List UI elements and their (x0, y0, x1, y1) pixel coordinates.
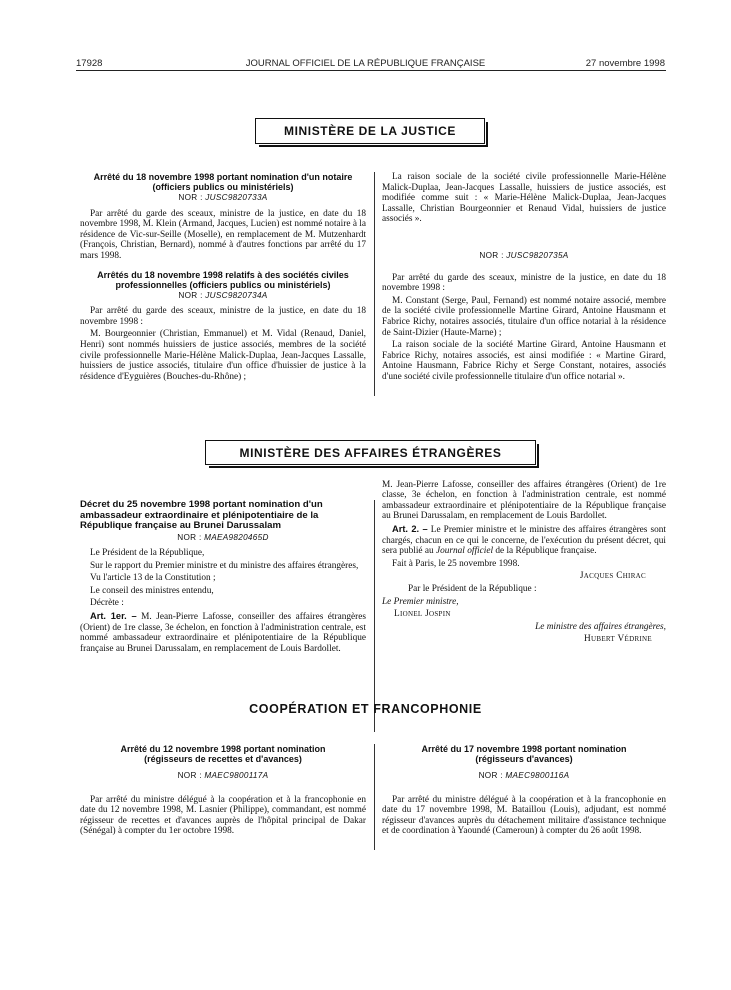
mae-left-column (80, 500, 366, 653)
paragraph: Par arrêté du ministre délégué à la coopération et à la francophonie en date du 17 novembre 1998, M. Bataillou (Louis), adjudant, est nommé régisseur d'avances auprès du détachement militaire d'assistance technique et de coordination à Yaoundé (Cameroun) à compter du 26 août 1998. (382, 794, 666, 837)
paragraph: Par arrêté du garde des sceaux, ministre de la justice, en date du 18 novembre 1998, M. Klein (Armand, Jacques, Lucien) est nommé notaire à la résidence de Vic-sur-Seille (Moselle), en remplacement de M. Mutzenhardt (François, Christian, Bernard), nommé à d'autres fonctions par arrêté du 17 mars 1998. (80, 208, 366, 261)
signature-president: Jacques Chirac (579, 571, 646, 582)
ministre-affaires-etrangeres-role: Le ministre des affaires étrangères, (535, 621, 666, 632)
decrete-label: Décrète : (90, 598, 124, 609)
paragraph: Vu l'article 13 de la Constitution ; (90, 573, 216, 584)
column-divider (374, 500, 375, 732)
cooperation-left-column (80, 744, 366, 839)
paragraph: Par arrêté du garde des sceaux, ministre de la justice, en date du 18 novembre 1998 : (80, 306, 366, 327)
section-heading-justice: MINISTÈRE DE LA JUSTICE (255, 118, 485, 144)
paragraph: Sur le rapport du Premier ministre et du ministre des affaires étrangères, (90, 560, 359, 571)
nor-reference: NOR : MAEA9820465D (177, 532, 269, 542)
cooperation-right-column (382, 744, 666, 839)
nor-reference: NOR : JUSC9820733A (178, 193, 268, 202)
paragraph: Par arrêté du ministre délégué à la coopération et à la francophonie en date du 12 novembre 1998, M. Lasnier (Philippe), commandant, est nommé régisseur de recettes et d'avances auprès de l'hôpital principal de Dakar (Sénégal) à compter du 1er octobre 1998. (80, 794, 366, 837)
par-le-president: Par le Président de la République : (408, 583, 537, 594)
paragraph: La raison sociale de la société Martine Girard, Antoine Hausmann et Fabrice Richy, notaires associés, est ainsi modifiée : « Martine Girard, Antoine Hausmann, Fabrice Richy et Serge Constant, notaires, associés d'une société civile professionnelle titulaire d'un office notarial ». (382, 340, 666, 382)
justice-left-column (80, 172, 366, 384)
nor-reference: NOR : MAEC9800116A (478, 771, 570, 780)
decret-title: Décret du 25 novembre 1998 portant nomination d'un ambassadeur extraordinaire et plénipotentiaire de la République française au Brunei Darussalam (80, 499, 323, 531)
journal-title: JOURNAL OFFICIEL DE LA RÉPUBLIQUE FRANÇAISE (245, 58, 486, 69)
fait-a-paris: Fait à Paris, le 25 novembre 1998. (392, 558, 520, 569)
article-label: Art. 1er. – (90, 611, 137, 622)
nor-reference: NOR : JUSC9820734A (178, 290, 268, 300)
header-rule (76, 70, 666, 71)
paragraph: M. Bourgeonnier (Christian, Emmanuel) et M. Vidal (Renaud, Daniel, Henri) sont nommés huissiers de justice associés, membres de la société civile professionnelle Marie-Hélène Malick-Duplaa, Jean-Jacques Lassalle, huissiers de justice associés, titulaire d'un office d'huissier de justice à la résidence d'Eyguières (Bouches-du-Rhône) ; (80, 329, 366, 382)
article-2: Art. 2. – Le Premier ministre et le ministre des affaires étrangères sont chargés, chacun en ce qui le concerne, de l'exécution du présent décret, qui sera publié au Journal officiel de la République française. (382, 524, 667, 557)
ministre-affaires-etrangeres-name: Hubert Védrine (584, 634, 652, 645)
column-divider (374, 744, 375, 850)
section-heading-cooperation: COOPÉRATION ET FRANCOPHONIE (249, 702, 482, 716)
article-1-continued: M. Jean-Pierre Lafosse, conseiller des affaires étrangères (Orient) de 1re classe, 3e échelon, en fonction à l'administration centrale, est nommé ambassadeur extraordinaire et plénipotentiaire de la République française au Brunei Darussalam, en remplacement de Louis Bardollet. (382, 479, 666, 522)
issue-date: 27 novembre 1998 (585, 58, 665, 69)
mae-right-column (382, 479, 667, 647)
paragraph: La raison sociale de la société civile professionnelle Marie-Hélène Malick-Duplaa, Jean-Jacques Lassalle, huissiers de justice associés, est modifiée comme suit : « Marie-Hélène Malick-Duplaa, Jean-Jacques Lassalle, Christian Bourgeonnier et Renaud Vidal, huissiers de justice associés ». (382, 172, 666, 225)
premier-ministre-role: Le Premier ministre, (382, 596, 459, 607)
article-label: Art. 2. – (392, 524, 428, 534)
premier-ministre-name: Lionel Jospin (394, 609, 451, 620)
arrete-title: Arrêté du 17 novembre 1998 portant nomination (régisseurs d'avances) (421, 744, 627, 764)
page-number: 17928 (76, 58, 103, 69)
arrete-title: Arrêté du 12 novembre 1998 portant nomination (régisseurs de recettes et d'avances) (120, 744, 326, 764)
nor-reference: NOR : MAEC9800117A (177, 771, 269, 780)
section-heading-affaires-etrangeres: MINISTÈRE DES AFFAIRES ÉTRANGÈRES (205, 440, 536, 465)
paragraph: M. Constant (Serge, Paul, Fernand) est nommé notaire associé, membre de la société civile professionnelle Martine Girard, Antoine Hausmann et Fabrice Richy, notaires associés, titulaire d'un office notarial à la résidence de Saint-Dizier (Haute-Marne) ; (382, 295, 666, 338)
justice-right-column (382, 172, 666, 385)
arrete-title: Arrêtés du 18 novembre 1998 relatifs à des sociétés civiles professionnelles (officiers publics ou ministériels) (97, 269, 349, 290)
paragraph: Le conseil des ministres entendu, (90, 585, 214, 596)
article-1: Art. 1er. – M. Jean-Pierre Lafosse, conseiller des affaires étrangères (Orient) de 1re classe, 3e échelon, en fonction à l'administration centrale, est nommé ambassadeur extraordinaire et plénipotentiaire de la République française au Brunei Darussalam, en remplacement de Louis Bardollet. (80, 611, 366, 654)
column-divider (374, 172, 375, 396)
arrete-title: Arrêté du 18 novembre 1998 portant nomination d'un notaire (officiers publics ou ministériels) (93, 172, 353, 192)
paragraph: Le Président de la République, (90, 548, 205, 559)
nor-reference: NOR : JUSC9820735A (479, 250, 569, 260)
paragraph: Par arrêté du garde des sceaux, ministre de la justice, en date du 18 novembre 1998 : (382, 272, 666, 294)
